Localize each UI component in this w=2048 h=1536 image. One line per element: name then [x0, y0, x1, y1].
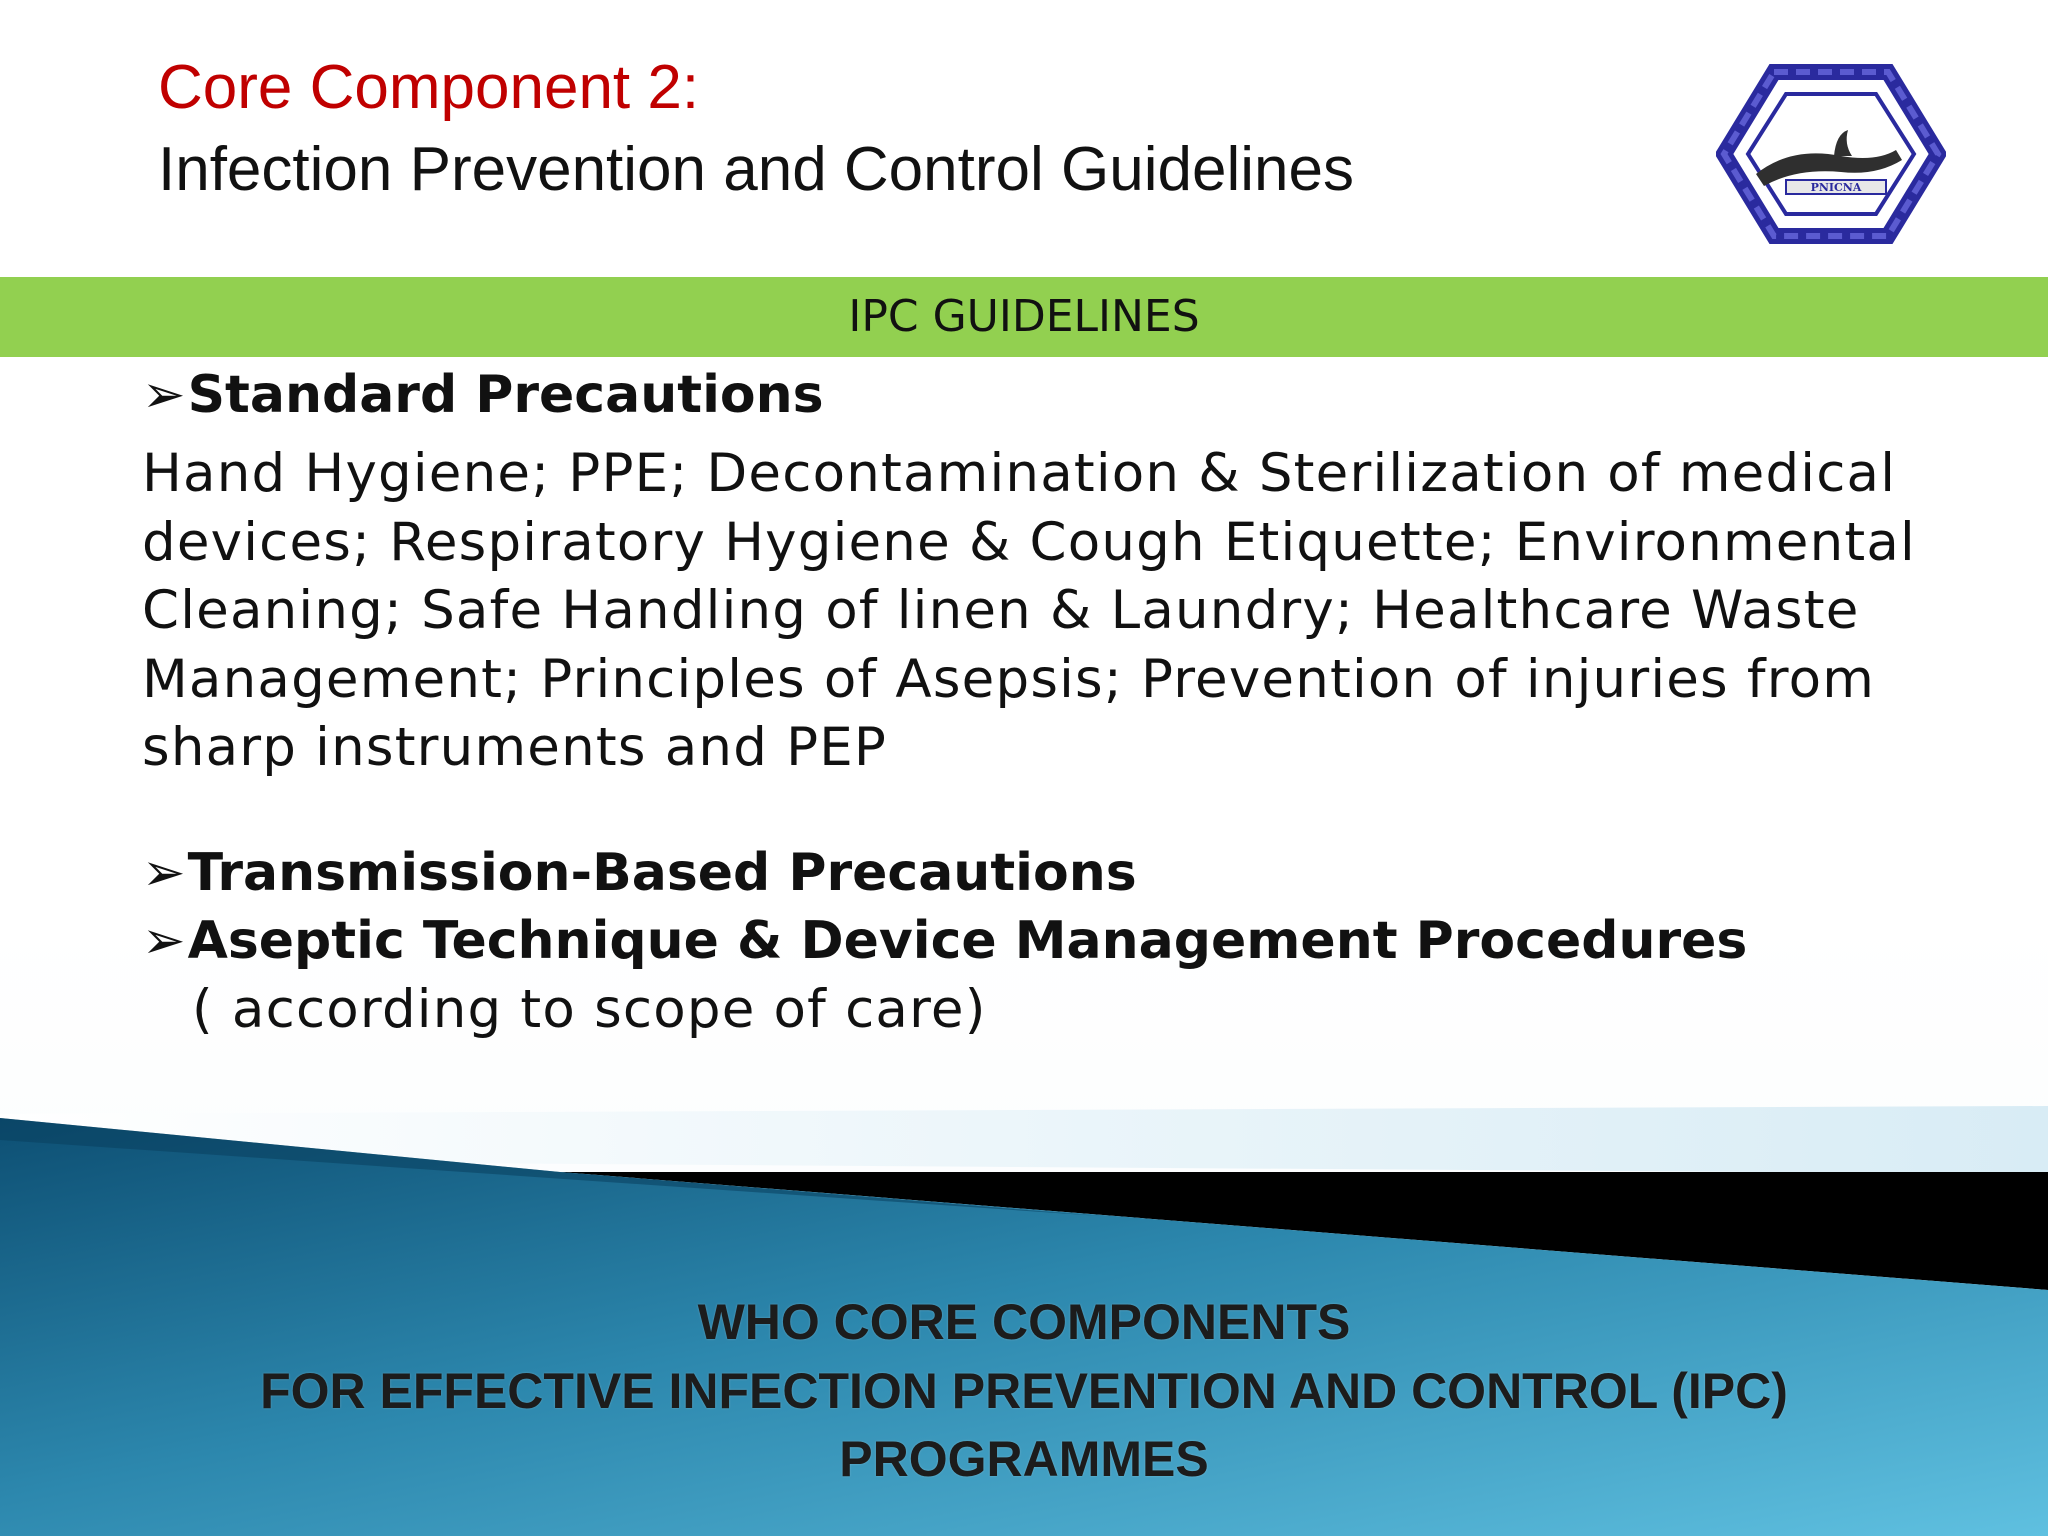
association-emblem-icon	[1716, 64, 1946, 244]
slide-title-subject: Infection Prevention and Control Guidelines	[158, 135, 1354, 204]
arrow-bullet-icon: ➢	[142, 365, 186, 425]
scope-note: ( according to scope of care)	[192, 979, 987, 1040]
list-line: Management; Principles of Asepsis; Prevention of injuries from	[142, 648, 1876, 710]
arrow-bullet-icon: ➢	[142, 911, 186, 971]
bullet-transmission-precautions	[142, 838, 1137, 908]
bullet-heading: Aseptic Technique & Device Management Procedures	[187, 911, 1748, 971]
banner-label: IPC GUIDELINES	[848, 291, 1200, 342]
bullet-standard-precautions	[142, 360, 824, 430]
footer-line-3: PROGRAMMES	[839, 1431, 1209, 1487]
arrow-bullet-icon: ➢	[142, 843, 186, 903]
section-banner	[0, 277, 2048, 357]
bullet-heading: Transmission-Based Precautions	[187, 843, 1137, 903]
bullet-aseptic-technique	[142, 906, 1747, 976]
logo-text: PNICNA	[1810, 181, 1862, 194]
footer-line-2: FOR EFFECTIVE INFECTION PREVENTION AND CONTROL (IPC)	[260, 1363, 1788, 1419]
standard-precautions-list	[142, 440, 2022, 783]
list-line: Cleaning; Safe Handling of linen & Laundry; Healthcare Waste	[142, 580, 1860, 642]
list-line: devices; Respiratory Hygiene & Cough Etiquette; Environmental	[142, 511, 1916, 573]
slide-title-component: Core Component 2:	[158, 53, 700, 122]
footer-line-1: WHO CORE COMPONENTS	[697, 1294, 1351, 1350]
list-line: sharp instruments and PEP	[142, 717, 888, 779]
bullet-heading: Standard Precautions	[187, 365, 824, 425]
list-line: Hand Hygiene; PPE; Decontamination & Sterilization of medical	[142, 443, 1897, 504]
